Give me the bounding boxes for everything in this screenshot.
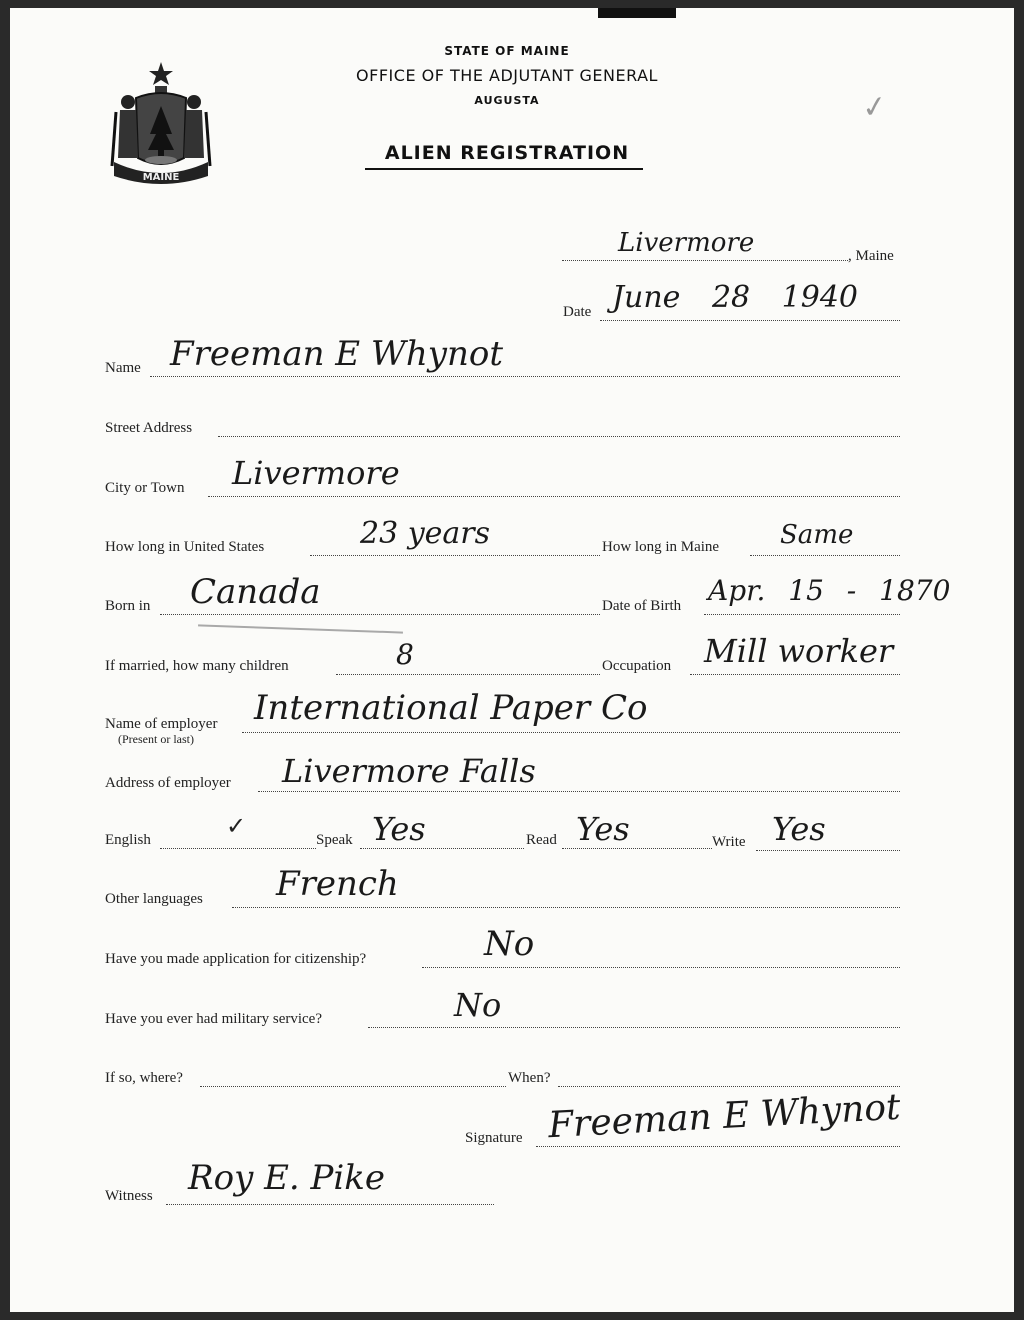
employer-address-line [258,791,900,792]
signature-label: Signature [465,1130,523,1146]
city-label: City or Town [105,480,185,496]
english-label: English [105,832,151,848]
read-line [562,848,712,849]
scan-edge-tab [598,8,676,18]
office-heading: OFFICE OF THE ADJUTANT GENERAL [356,66,658,85]
how-long-us-line [310,555,600,556]
born-in-label: Born in [105,598,151,614]
speak-value: Yes [372,810,426,848]
occupation-line [690,674,900,675]
citizenship-label: Have you made application for citizenship? [105,951,367,967]
employer-note: (Present or last) [118,732,194,746]
english-check-icon: ✓ [226,812,247,840]
registration-form [10,8,1014,1312]
citizenship-value: No [484,924,535,964]
where-line [200,1086,506,1087]
employer-label: Name of employer [105,716,218,732]
dob-value: Apr. 15 - 1870 [708,574,951,607]
city-line [208,496,900,497]
town-line [562,260,848,261]
military-value: No [454,986,502,1024]
employer-address-value: Livermore Falls [282,752,536,790]
date-label: Date [563,304,592,320]
employer-line [242,732,900,733]
read-label: Read [526,832,557,848]
when-label: When? [508,1070,551,1086]
witness-value: Roy E. Pike [188,1158,385,1198]
name-label: Name [105,360,141,376]
signature-value: Freeman E Whynot [547,1086,902,1147]
maine-label: , Maine [848,248,894,264]
write-label: Write [712,834,746,850]
date-value: June 28 1940 [612,280,859,315]
dob-label: Date of Birth [602,598,682,614]
born-in-line [160,614,600,615]
town-value: Livermore [618,228,755,258]
other-languages-line [232,907,900,908]
read-value: Yes [576,810,630,848]
state-heading: STATE OF MAINE [444,44,570,58]
english-line [160,848,316,849]
write-value: Yes [772,810,826,848]
employer-value: International Paper Co [254,688,648,728]
name-value: Freeman E Whynot [170,334,504,374]
pencil-stroke [198,624,403,633]
witness-label: Witness [105,1188,153,1204]
how-long-us-label: How long in United States [105,539,265,555]
how-long-maine-label: How long in Maine [602,539,720,555]
how-long-maine-value: Same [780,520,854,550]
seal-banner-text: MAINE [142,172,180,183]
speak-label: Speak [316,832,353,848]
city-value: Livermore [232,454,400,492]
write-line [756,850,900,851]
other-languages-label: Other languages [105,891,203,907]
form-title: ALIEN REGISTRATION [384,142,630,164]
date-line [600,320,900,321]
military-line [368,1027,900,1028]
how-long-maine-line [750,555,900,556]
children-line [336,674,600,675]
children-value: 8 [396,638,414,671]
other-languages-value: French [276,864,399,904]
title-underline [365,168,643,170]
when-line [558,1086,900,1087]
occupation-value: Mill worker [704,632,894,670]
dob-line [704,614,900,615]
how-long-us-value: 23 years [360,516,491,551]
street-label: Street Address [105,420,193,436]
born-in-value: Canada [190,572,321,612]
children-label: If married, how many children [105,658,289,674]
street-line [218,436,900,437]
witness-line [166,1204,494,1205]
employer-address-label: Address of employer [105,775,231,791]
signature-line [536,1146,900,1147]
speak-line [360,848,524,849]
citizenship-line [422,967,900,968]
city-heading: AUGUSTA [474,94,540,107]
name-line [150,376,900,377]
where-label: If so, where? [105,1070,183,1086]
occupation-label: Occupation [602,658,672,674]
check-mark-top-icon: ✓ [859,88,890,127]
military-label: Have you ever had military service? [105,1011,322,1027]
